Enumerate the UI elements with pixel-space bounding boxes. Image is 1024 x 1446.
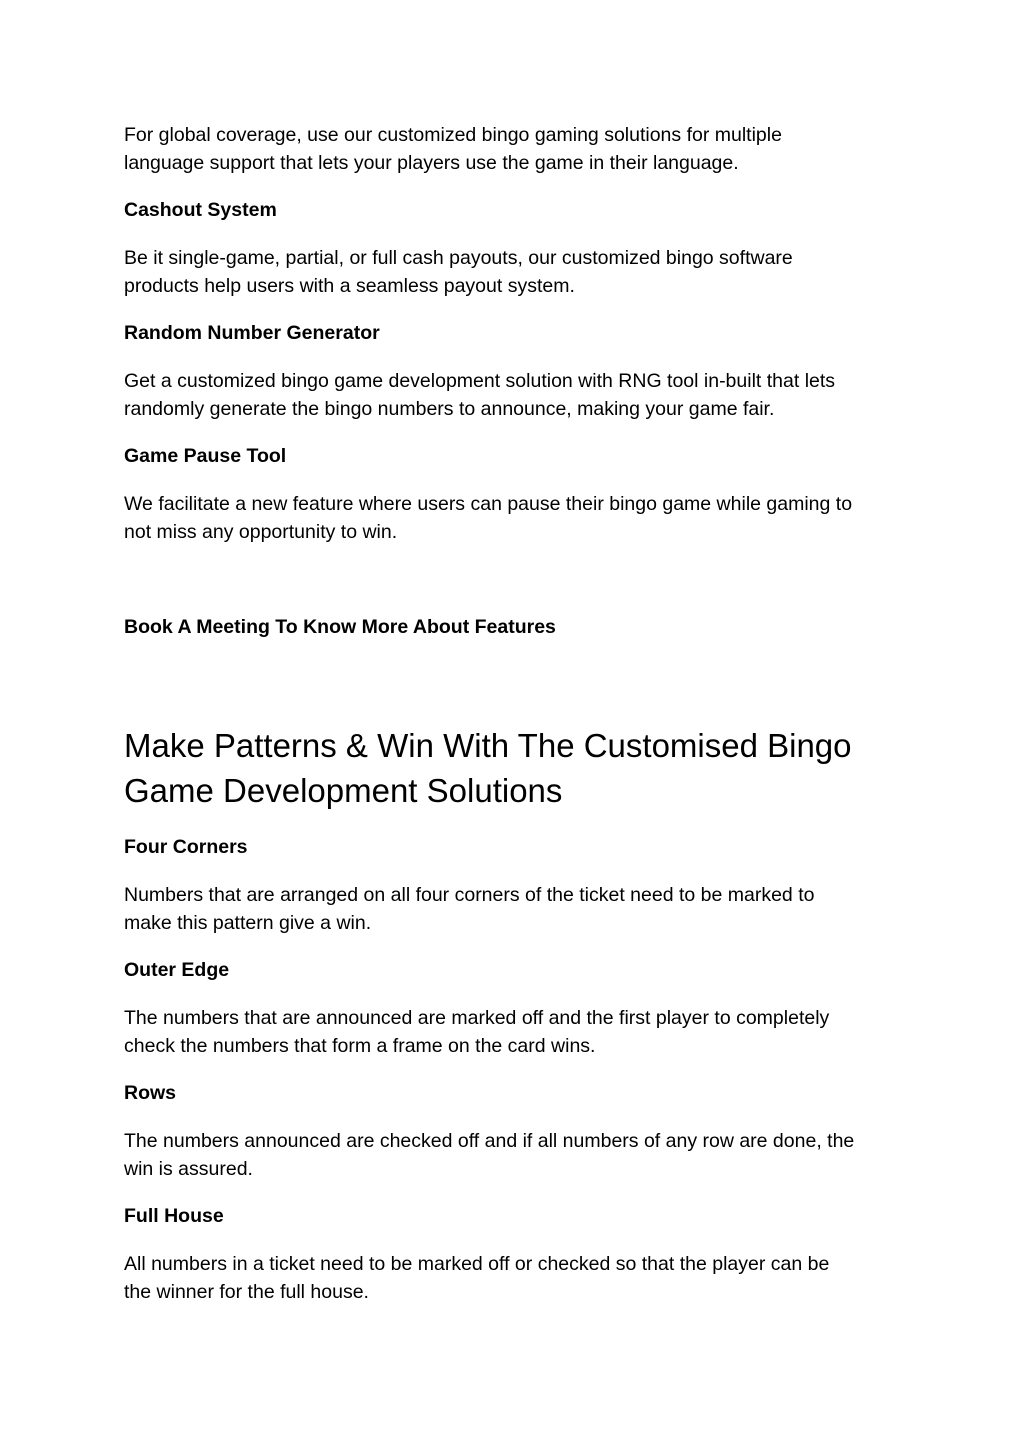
four-corners-heading: Four Corners: [124, 836, 248, 858]
cashout-heading: Cashout System: [124, 199, 277, 221]
rows-line-1: The numbers announced are checked off and if all numbers of any row are done, the: [124, 1130, 855, 1152]
rng-line-1: Get a customized bingo game development solution with RNG tool in-built that lets: [124, 370, 836, 392]
rows-line-2: win is assured.: [124, 1157, 253, 1180]
intro-line-2: language support that lets your players use the game in their language.: [124, 151, 739, 174]
outer-edge-line-1: The numbers that are announced are marked off and the first player to completely: [124, 1007, 830, 1029]
rows-heading: Rows: [124, 1082, 177, 1104]
four-corners-paragraph: [124, 882, 904, 937]
book-meeting-heading: Book A Meeting To Know More About Features: [124, 616, 556, 638]
intro-line-1: For global coverage, use our customized bingo gaming solutions for multiple: [124, 124, 782, 146]
full-house-line-2: the winner for the full house.: [124, 1280, 369, 1303]
full-house-line-1: All numbers in a ticket need to be marked off or checked so that the player can be: [124, 1253, 830, 1275]
patterns-title-line-2: Game Development Solutions: [124, 772, 563, 809]
rows-paragraph: [124, 1128, 904, 1183]
patterns-title: [124, 723, 904, 813]
full-house-paragraph: [124, 1251, 904, 1306]
cashout-line-1: Be it single-game, partial, or full cash payouts, our customized bingo software: [124, 247, 793, 269]
four-corners-line-2: make this pattern give a win.: [124, 911, 372, 934]
outer-edge-heading: Outer Edge: [124, 959, 230, 981]
intro-paragraph: [124, 122, 904, 177]
rng-heading: Random Number Generator: [124, 322, 380, 344]
pause-line-1: We facilitate a new feature where users can pause their bingo game while gaming to: [124, 493, 853, 515]
outer-edge-paragraph: [124, 1005, 904, 1060]
outer-edge-line-2: check the numbers that form a frame on the card wins.: [124, 1034, 596, 1057]
pause-heading: Game Pause Tool: [124, 445, 287, 467]
pause-line-2: not miss any opportunity to win.: [124, 520, 398, 543]
four-corners-line-1: Numbers that are arranged on all four corners of the ticket need to be marked to: [124, 884, 815, 906]
rng-line-2: randomly generate the bingo numbers to announce, making your game fair.: [124, 397, 775, 420]
rng-paragraph: [124, 368, 904, 423]
cashout-line-2: products help users with a seamless payout system.: [124, 274, 575, 297]
full-house-heading: Full House: [124, 1205, 224, 1227]
cashout-paragraph: [124, 245, 904, 300]
patterns-title-line-1: Make Patterns & Win With The Customised Bingo: [124, 727, 852, 764]
pause-paragraph: [124, 491, 904, 546]
